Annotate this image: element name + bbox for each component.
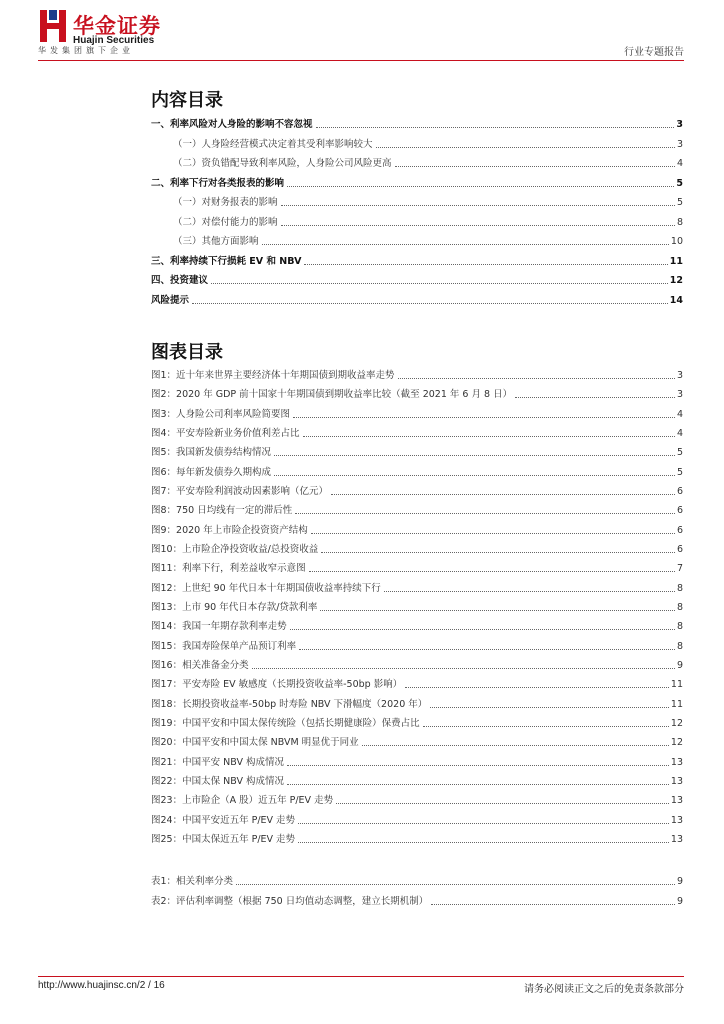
report-type: 行业专题报告: [624, 47, 684, 58]
toc-entry-text: 图20：中国平安和中国太保 NBVM 明显优于同业: [151, 737, 359, 749]
toc-entry-text: 图19：中国平安和中国太保传统险（包括长期健康险）保费占比: [151, 717, 420, 729]
dot-leader: [299, 649, 675, 650]
toc-entry-page: 9: [676, 659, 683, 671]
dot-leader: [236, 884, 675, 885]
toc-entry-text: 二、利率下行对各类报表的影响: [151, 177, 285, 189]
toc-entry-text: 图2：2020 年 GDP 前十国家十年期国债到期收益率比较（截至 2021 年 6 月 8 日）: [151, 389, 513, 401]
toc-entry[interactable]: [151, 813, 683, 827]
toc-entry-text: 图10：上市险企净投资收益/总投资收益: [151, 543, 319, 555]
toc-entry-text: 图5：我国新发债券结构情况: [151, 447, 272, 459]
toc-entry-page: 7: [676, 563, 683, 575]
toc-entry[interactable]: [151, 561, 683, 575]
toc-entry-text: 图21：中国平安 NBV 构成情况: [151, 756, 284, 768]
toc-entry-text: 图16：相关准备金分类: [151, 659, 249, 671]
toc-entry-page: 12: [670, 737, 683, 749]
dot-leader: [321, 552, 675, 553]
group-affiliation: 华发集团旗下企业: [38, 46, 134, 55]
dot-leader: [287, 765, 669, 766]
toc-entry[interactable]: [151, 523, 683, 537]
dot-leader: [262, 244, 669, 245]
toc-entry-page: 6: [676, 524, 683, 536]
toc-entry-page: 9: [676, 876, 683, 887]
toc-entry-text: 图8：750 日均线有一定的滞后性: [151, 505, 293, 517]
toc-entry-text: （三）其他方面影响: [173, 236, 259, 247]
toc-entry-page: 9: [676, 895, 683, 907]
toc-entry[interactable]: [151, 176, 683, 190]
toc-entry-text: 图11：利率下行，利差益收窄示意图: [151, 563, 306, 575]
dot-leader: [423, 726, 669, 727]
toc-entry-page: 4: [676, 408, 683, 420]
toc-entry-text: 风险提示: [151, 294, 190, 306]
dot-leader: [293, 417, 675, 418]
toc-entry-text: 图23：上市险企（A 股）近五年 P/EV 走势: [151, 795, 334, 807]
brand-name-cn: 华金证券: [73, 14, 161, 38]
toc-entry-text: 四、投资建议: [151, 275, 209, 286]
toc-entry-page: 4: [676, 158, 683, 169]
toc-entry[interactable]: [151, 894, 683, 908]
toc-entry[interactable]: [151, 677, 683, 691]
dot-leader: [274, 475, 675, 476]
toc-entry-page: 8: [676, 601, 683, 613]
toc-entry[interactable]: [151, 793, 683, 807]
toc-entry-page: 13: [670, 775, 683, 787]
toc-entry-text: 图25：中国太保近五年 P/EV 走势: [151, 833, 296, 845]
toc-entry[interactable]: [151, 156, 683, 170]
toc-entry-text: 图1：近十年来世界主要经济体十年期国债到期收益率走势: [151, 370, 395, 381]
toc-entry[interactable]: [151, 658, 683, 672]
toc-entry[interactable]: [151, 755, 683, 769]
toc-entry-text: 图13：上市 90 年代日本存款/贷款利率: [151, 601, 318, 613]
dot-leader: [252, 668, 675, 669]
toc-entry-page: 3: [676, 119, 683, 130]
toc-entry[interactable]: [151, 215, 683, 229]
dot-leader: [287, 186, 674, 187]
dot-leader: [281, 225, 675, 226]
toc-entry-text: 图24：中国平安近五年 P/EV 走势: [151, 814, 296, 826]
toc-entry[interactable]: [151, 387, 683, 401]
dot-leader: [430, 707, 669, 708]
toc-entry-page: 12: [669, 275, 683, 286]
brand-name-en: Huajin Securities: [73, 35, 155, 46]
toc-entry[interactable]: [151, 619, 683, 633]
toc-entry[interactable]: [151, 503, 683, 517]
toc-entry[interactable]: [151, 445, 683, 459]
toc-entry-text: 一、利率风险对人身险的影响不容忽视: [151, 119, 313, 130]
figures-title: 图表目录: [151, 342, 223, 363]
toc-entry-text: （一）人身险经营模式决定着其受利率影响较大: [173, 138, 373, 150]
toc-entry-page: 12: [670, 717, 683, 729]
toc-entry-text: 图15：我国寿险保单产品预订利率: [151, 640, 297, 652]
toc-entry-page: 11: [670, 679, 683, 691]
dot-leader: [384, 591, 675, 592]
toc-entry-page: 13: [670, 814, 683, 826]
toc-entry[interactable]: [151, 407, 683, 421]
toc-entry-page: 6: [676, 543, 683, 555]
dot-leader: [362, 745, 669, 746]
toc-entry-page: 10: [670, 236, 683, 247]
toc-entry[interactable]: [151, 368, 683, 382]
toc-entry-page: 5: [676, 197, 683, 208]
toc-entry[interactable]: [151, 234, 683, 248]
toc-entry[interactable]: [151, 542, 683, 556]
dot-leader: [336, 803, 669, 804]
dot-leader: [395, 166, 675, 167]
toc-entry[interactable]: [151, 735, 683, 749]
dot-leader: [431, 904, 675, 905]
toc-entry-page: 8: [676, 582, 683, 594]
dot-leader: [376, 147, 675, 148]
dot-leader: [192, 303, 668, 304]
toc-entry-text: 表1：相关利率分类: [151, 876, 234, 887]
toc-entry-page: 14: [669, 294, 683, 306]
toc-entry[interactable]: [151, 874, 683, 888]
toc-entry-page: 11: [670, 698, 683, 710]
toc-entry-text: 图14：我国一年期存款利率走势: [151, 621, 287, 633]
toc-entry-text: （二）对偿付能力的影响: [173, 216, 278, 228]
dot-leader: [281, 205, 675, 206]
toc-entry-text: 三、利率持续下行损耗 EV 和 NBV: [151, 255, 302, 267]
dot-leader: [290, 629, 675, 630]
toc-entry[interactable]: [151, 293, 683, 307]
footer-disclaimer: 请务必阅读正文之后的免责条款部分: [524, 984, 684, 995]
toc-entry-page: 6: [676, 505, 683, 517]
toc-entry[interactable]: [151, 254, 683, 268]
toc-entry-text: 图7：平安寿险利润波动因素影响（亿元）: [151, 485, 329, 497]
dot-leader: [298, 842, 669, 843]
dot-leader: [303, 436, 675, 437]
toc-entry-text: 表2：评估利率调整（根据 750 日均值动态调整，建立长期机制）: [151, 895, 429, 907]
footer-divider: [38, 976, 684, 977]
toc-entry[interactable]: [151, 273, 683, 287]
toc-entry[interactable]: [151, 426, 683, 440]
toc-entry-page: 3: [676, 389, 683, 401]
dot-leader: [287, 784, 669, 785]
dot-leader: [311, 533, 675, 534]
toc-entry[interactable]: [151, 600, 683, 614]
toc-entry-page: 5: [676, 177, 683, 189]
footer-url-page: http://www.huajinsc.cn/2 / 16: [38, 980, 165, 991]
toc-entry-page: 13: [670, 795, 683, 807]
toc-entry[interactable]: [151, 697, 683, 711]
toc-entry-text: 图9：2020 年上市险企投资资产结构: [151, 524, 308, 536]
toc-entry-text: 图12：上世纪 90 年代日本十年期国债收益率持续下行: [151, 582, 381, 594]
toc-entry-text: 图3：人身险公司利率风险简要图: [151, 408, 291, 420]
toc-entry-page: 4: [676, 427, 683, 439]
toc-entry-page: 11: [669, 255, 683, 267]
toc-entry[interactable]: [151, 465, 683, 479]
toc-entry-page: 8: [676, 621, 683, 633]
toc-entry[interactable]: [151, 832, 683, 846]
toc-entry-page: 8: [676, 216, 683, 228]
dot-leader: [274, 455, 675, 456]
toc-entry-text: 图22：中国太保 NBV 构成情况: [151, 775, 284, 787]
dot-leader: [295, 513, 675, 514]
dot-leader: [405, 687, 669, 688]
dot-leader: [398, 378, 675, 379]
huajin-logo-icon: [38, 8, 68, 44]
toc-entry[interactable]: [151, 137, 683, 151]
dot-leader: [309, 571, 675, 572]
dot-leader: [316, 127, 675, 128]
company-logo: [38, 8, 178, 50]
toc-entry-page: 13: [670, 756, 683, 768]
toc-entry[interactable]: [151, 117, 683, 131]
toc-entry-page: 3: [676, 370, 683, 381]
toc-entry-text: 图6：每年新发债券久期构成: [151, 466, 272, 478]
toc-entry[interactable]: [151, 774, 683, 788]
toc-entry-page: 5: [676, 447, 683, 459]
toc-entry[interactable]: [151, 581, 683, 595]
toc-entry[interactable]: [151, 716, 683, 730]
dot-leader: [331, 494, 675, 495]
toc-entry[interactable]: [151, 484, 683, 498]
dot-leader: [320, 610, 675, 611]
toc-entry-page: 8: [676, 640, 683, 652]
dot-leader: [211, 283, 668, 284]
toc-entry-page: 3: [676, 138, 683, 150]
toc-entry-text: 图18：长期投资收益率-50bp 时寿险 NBV 下滑幅度（2020 年）: [151, 698, 428, 710]
toc-entry-page: 6: [676, 485, 683, 497]
toc-entry[interactable]: [151, 195, 683, 209]
toc-entry-text: 图4：平安寿险新业务价值利差占比: [151, 427, 300, 439]
toc-entry-page: 5: [676, 466, 683, 478]
toc-entry-page: 13: [670, 833, 683, 845]
contents-title: 内容目录: [151, 90, 223, 111]
dot-leader: [515, 397, 675, 398]
dot-leader: [304, 264, 667, 265]
toc-entry-text: （二）资负错配导致利率风险，人身险公司风险更高: [173, 158, 392, 169]
toc-entry[interactable]: [151, 639, 683, 653]
dot-leader: [298, 823, 669, 824]
toc-entry-text: 图17：平安寿险 EV 敏感度（长期投资收益率-50bp 影响）: [151, 679, 403, 691]
header-divider: [38, 60, 684, 61]
toc-entry-text: （一）对财务报表的影响: [173, 197, 278, 208]
